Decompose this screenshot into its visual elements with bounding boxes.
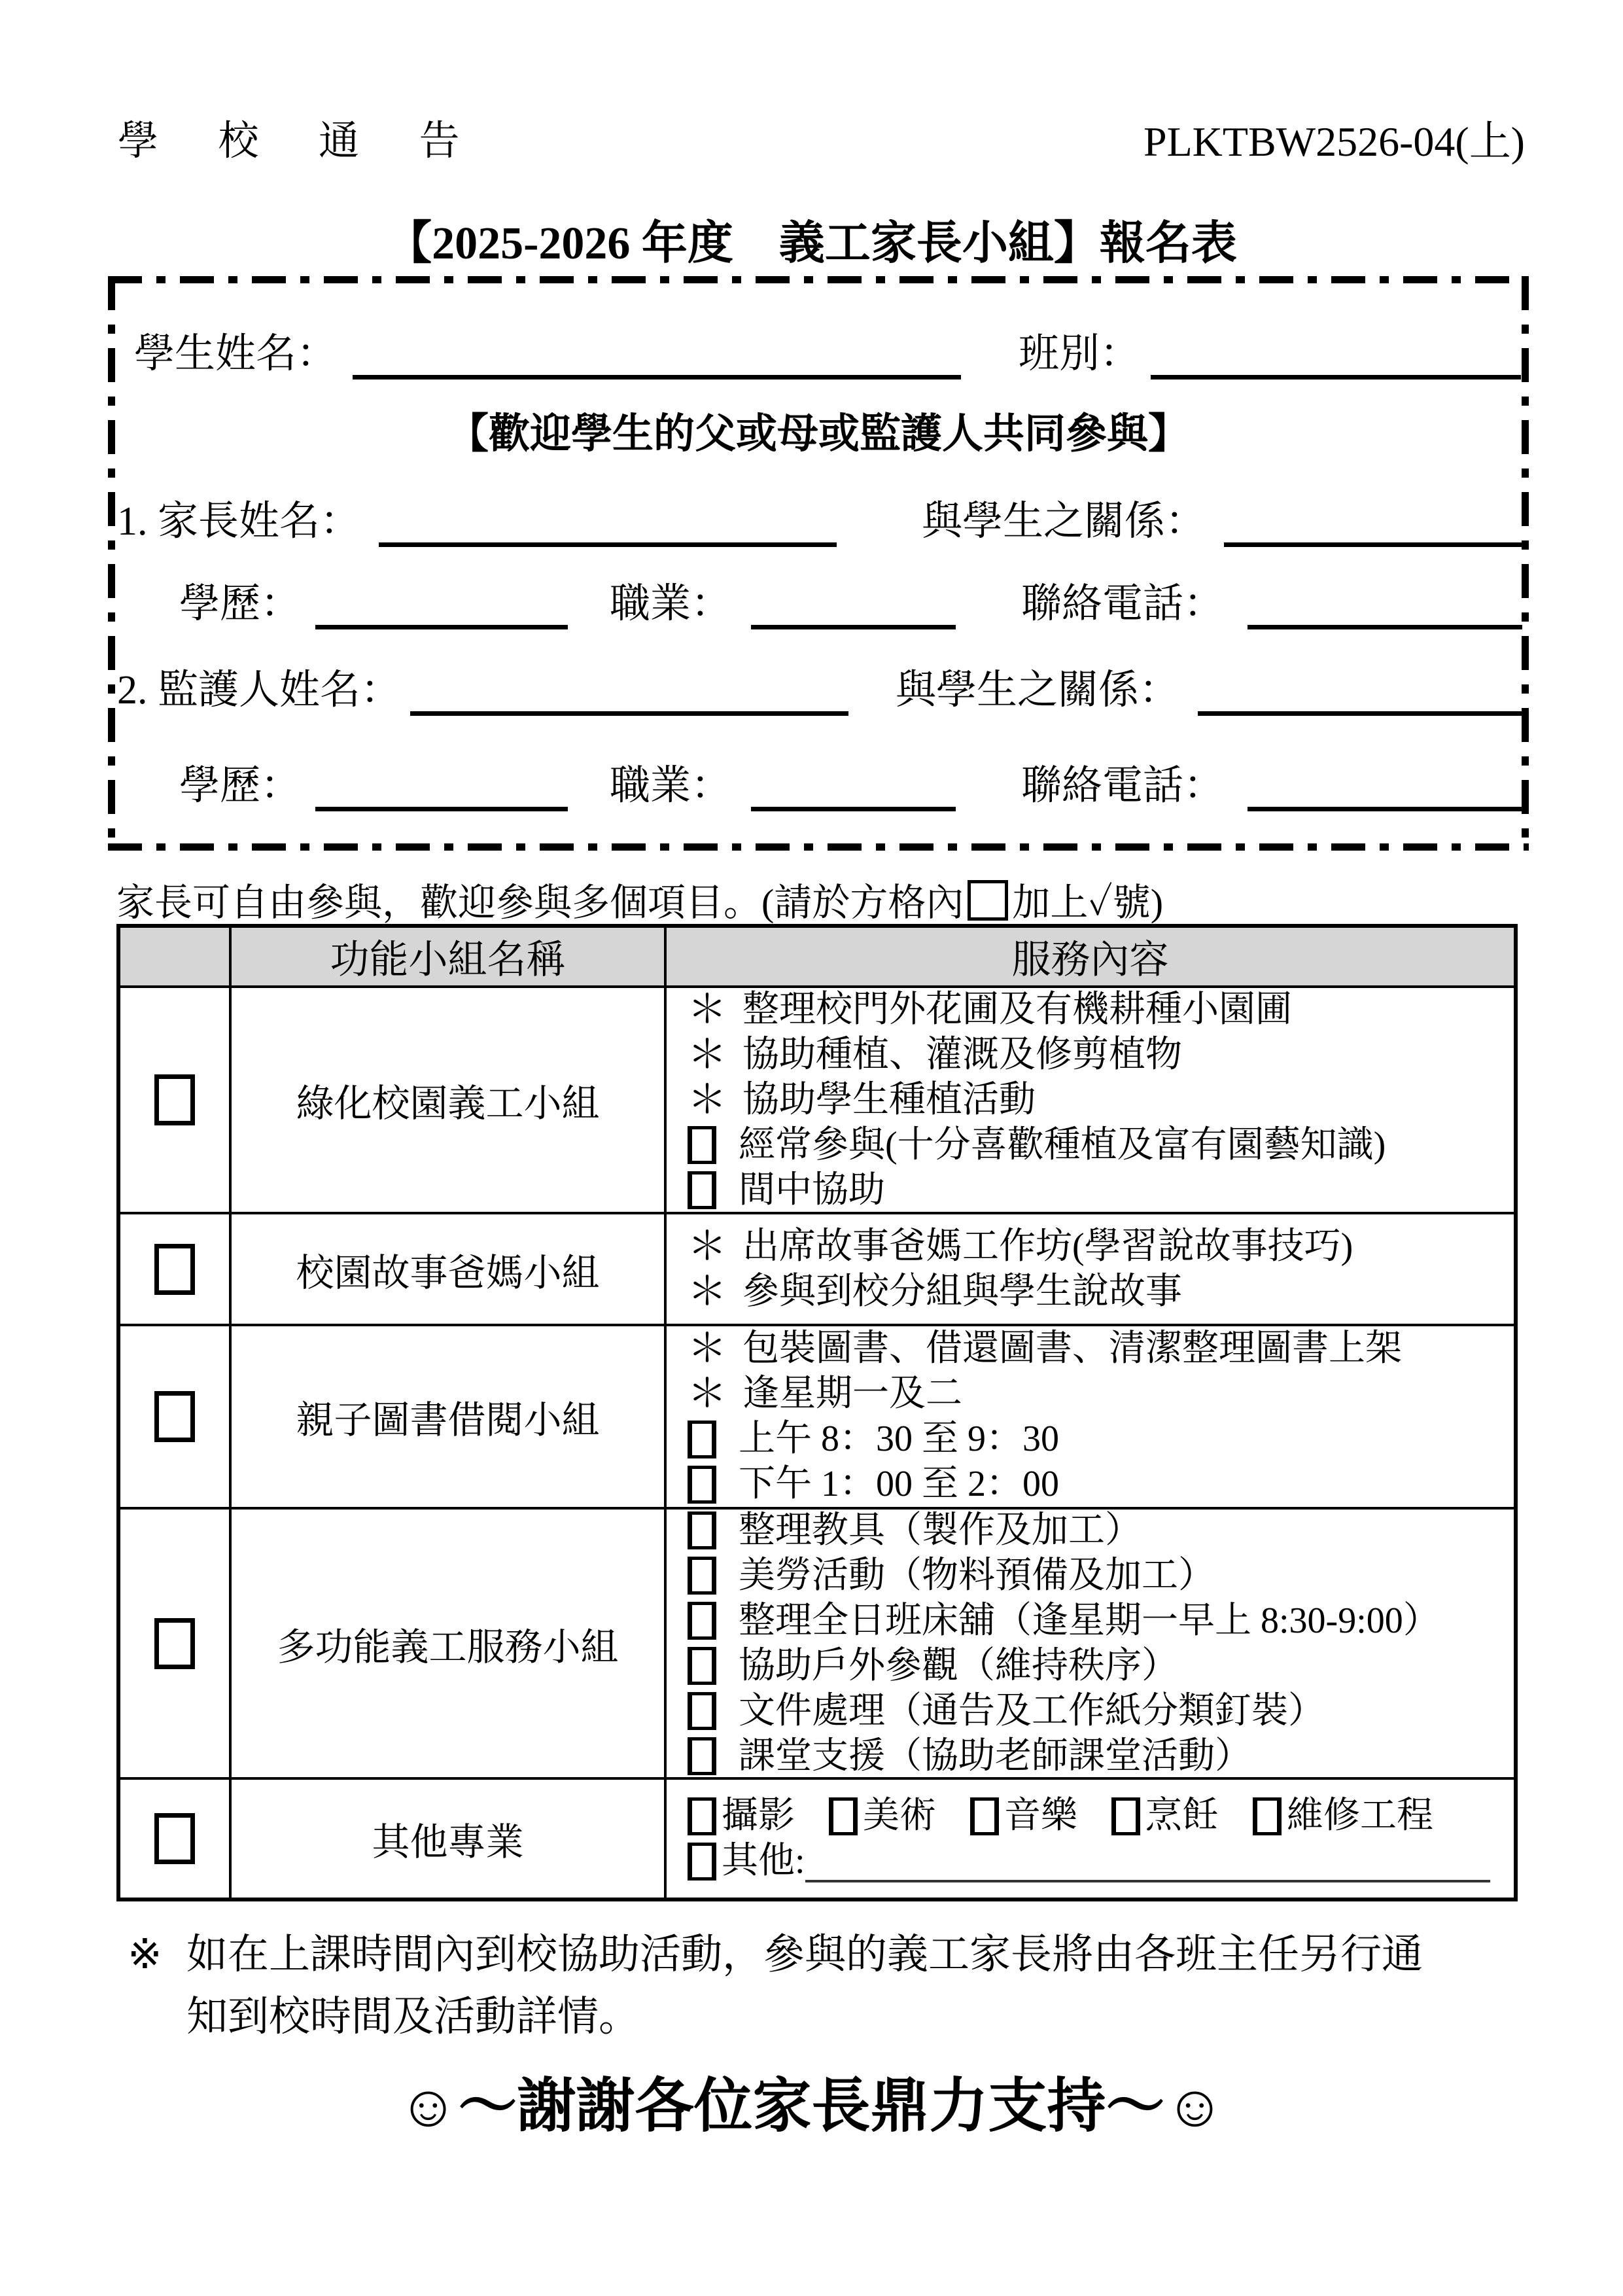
specialty-option-label: 攝影	[722, 1795, 795, 1836]
option-checkbox-icon[interactable]	[1253, 1797, 1282, 1835]
service-item	[688, 987, 1507, 1033]
option-checkbox-icon[interactable]	[688, 1602, 716, 1640]
service-item	[688, 1644, 1507, 1689]
group-select-cell[interactable]	[120, 988, 232, 1214]
option-checkbox-icon[interactable]	[688, 1797, 716, 1835]
option-checkbox-icon[interactable]	[1111, 1797, 1140, 1835]
service-content-cell	[667, 1214, 1514, 1326]
parent1-name-label: 1. 家長姓名：	[117, 499, 361, 544]
service-item-text: 整理教具（製作及加工）	[739, 1510, 1142, 1551]
group-select-cell[interactable]	[120, 1780, 232, 1898]
group-checkbox-icon[interactable]	[154, 1618, 195, 1669]
welcome-subtitle: 【歡迎學生的父或母或監護人共同參與】	[447, 411, 1189, 457]
checkbox-example-icon	[968, 880, 1008, 921]
specialty-option-label: 美術	[863, 1795, 936, 1836]
asterisk-icon: ＊	[688, 1078, 727, 1122]
specialty-option-label: 維修工程	[1287, 1795, 1433, 1836]
service-item-text: 整理全日班床舖（逢星期一早上 8:30-9:00）	[739, 1600, 1440, 1641]
asterisk-icon: ＊	[688, 1269, 727, 1313]
service-item	[688, 1269, 1507, 1315]
group-name: 其他專業	[232, 1780, 667, 1898]
page-title: 【2025-2026 年度 義工家長小組】報名表	[386, 219, 1237, 269]
service-item-text: 文件處理（通告及工作紙分類釘裝）	[739, 1690, 1325, 1731]
option-checkbox-icon[interactable]	[688, 1737, 716, 1775]
service-item-text: 逢星期一及二	[742, 1373, 962, 1414]
parent1-details-row	[179, 569, 1522, 629]
option-checkbox-icon[interactable]	[688, 1557, 716, 1595]
option-checkbox-icon[interactable]	[688, 1126, 716, 1164]
group-checkbox-icon[interactable]	[154, 1244, 195, 1295]
service-item-text: 包裝圖書、借還圖書、清潔整理圖書上架	[742, 1328, 1402, 1369]
service-item	[688, 1123, 1507, 1168]
service-item	[688, 1508, 1507, 1553]
service-content-cell	[667, 988, 1514, 1214]
option-checkbox-icon[interactable]	[829, 1797, 858, 1835]
specialty-option[interactable]	[1253, 1793, 1433, 1839]
guardian-details-row	[179, 751, 1522, 811]
header-group-column: 功能小組名稱	[232, 928, 667, 988]
education1-label: 學歷：	[179, 582, 302, 626]
specialty-options	[688, 1793, 1507, 1839]
asterisk-icon: ＊	[688, 1224, 727, 1268]
education1-field[interactable]	[315, 579, 568, 629]
service-item-text: 協助學生種植活動	[742, 1079, 1036, 1120]
other-specialty-field[interactable]	[805, 1841, 1490, 1882]
service-item	[688, 1734, 1507, 1779]
option-checkbox-icon[interactable]	[688, 1647, 716, 1685]
doc-type-label: 學 校 通 告	[118, 119, 485, 164]
occupation1-field[interactable]	[751, 579, 956, 629]
option-checkbox-icon[interactable]	[688, 1421, 716, 1458]
relation1-label: 與學生之關係：	[922, 499, 1206, 544]
table-intro	[116, 872, 1163, 927]
service-item-text: 下午 1：00 至 2：00	[739, 1464, 1059, 1504]
parent1-name-field[interactable]	[379, 497, 837, 547]
class-field[interactable]	[1151, 329, 1521, 380]
group-checkbox-icon[interactable]	[154, 1813, 195, 1864]
group-checkbox-icon[interactable]	[154, 1391, 195, 1442]
service-item-text: 美勞活動（物料預備及加工）	[739, 1555, 1215, 1596]
service-item	[688, 1078, 1507, 1123]
service-content-cell	[667, 1780, 1514, 1898]
asterisk-icon: ＊	[688, 1372, 727, 1415]
other-specialty-line	[688, 1839, 1507, 1884]
asterisk-icon: ＊	[688, 1327, 727, 1370]
guardian-name-field[interactable]	[410, 665, 848, 716]
relation1-field[interactable]	[1224, 497, 1522, 547]
parent1-row	[117, 487, 1522, 547]
student-name-field[interactable]	[353, 329, 961, 380]
service-item	[688, 1326, 1507, 1371]
header-checkbox-column	[120, 928, 232, 988]
asterisk-icon: ＊	[688, 987, 727, 1031]
registration-box	[108, 276, 1529, 851]
service-item	[688, 1224, 1507, 1269]
relation2-field[interactable]	[1198, 665, 1522, 716]
specialty-option[interactable]	[970, 1793, 1077, 1839]
phone1-label: 聯絡電話：	[1021, 582, 1225, 626]
phone2-field[interactable]	[1248, 761, 1522, 811]
service-item-text: 協助種植、灌溉及修剪植物	[742, 1034, 1182, 1075]
relation2-label: 與學生之關係：	[896, 668, 1180, 713]
footnote-line1: 如在上課時間內到校協助活動，參與的義工家長將由各班主任另行通	[186, 1932, 1423, 1977]
service-item-text: 出席故事爸媽工作坊(學習說故事技巧)	[742, 1226, 1353, 1267]
asterisk-icon: ＊	[688, 1033, 727, 1076]
student-row	[134, 319, 1521, 380]
volunteer-groups-table	[116, 924, 1518, 1901]
specialty-option-label: 音樂	[1004, 1795, 1077, 1836]
service-item-text: 整理校門外花圃及有機耕種小園圃	[742, 989, 1292, 1030]
service-content-cell	[667, 1510, 1514, 1780]
service-item	[688, 1598, 1507, 1644]
option-checkbox-icon[interactable]	[688, 1843, 716, 1881]
service-item	[688, 1553, 1507, 1598]
footnote	[128, 1924, 1531, 2048]
guardian-row	[117, 656, 1522, 716]
option-checkbox-icon[interactable]	[688, 1466, 716, 1504]
intro-text-before: 家長可自由參與，歡迎參與多個項目。(請於方格內	[116, 881, 964, 924]
phone2-label: 聯絡電話：	[1021, 764, 1225, 808]
service-item-text: 課堂支援（協助老師課堂活動）	[739, 1735, 1251, 1776]
occupation2-label: 職業：	[610, 764, 732, 808]
group-select-cell[interactable]	[120, 1326, 232, 1510]
page-header	[118, 108, 1525, 168]
option-checkbox-icon[interactable]	[970, 1797, 999, 1835]
doc-ref-number: PLKTBW2526-04(上)	[1143, 118, 1525, 165]
service-item	[688, 1168, 1507, 1213]
service-item	[688, 1462, 1507, 1507]
specialty-option-label: 烹飪	[1145, 1795, 1219, 1836]
service-item	[688, 1371, 1507, 1417]
service-item-text: 經常參與(十分喜歡種植及富有園藝知識)	[739, 1124, 1386, 1165]
option-checkbox-icon[interactable]	[688, 1692, 716, 1730]
group-select-cell[interactable]	[120, 1214, 232, 1326]
service-item	[688, 1689, 1507, 1734]
group-select-cell[interactable]	[120, 1510, 232, 1780]
group-checkbox-icon[interactable]	[154, 1074, 195, 1125]
thanks-line: ☺～謝謝各位家長鼎力支持～☺	[398, 2074, 1225, 2139]
service-item	[688, 1033, 1507, 1078]
occupation1-label: 職業：	[610, 582, 732, 626]
other-label: 其他:	[722, 1841, 805, 1881]
service-item-text: 協助戶外參觀（維持秩序）	[739, 1645, 1178, 1686]
option-checkbox-icon[interactable]	[688, 1511, 716, 1549]
occupation2-field[interactable]	[751, 761, 956, 811]
service-content-cell	[667, 1326, 1514, 1510]
header-service-column: 服務內容	[667, 928, 1514, 988]
option-checkbox-icon[interactable]	[688, 1171, 716, 1209]
group-name: 多功能義工服務小組	[232, 1510, 667, 1780]
guardian-name-label: 2. 監護人姓名：	[117, 668, 402, 713]
specialty-option[interactable]	[1111, 1793, 1219, 1839]
group-name: 校園故事爸媽小組	[232, 1214, 667, 1326]
group-name: 親子圖書借閱小組	[232, 1326, 667, 1510]
education2-field[interactable]	[315, 761, 568, 811]
service-item-text: 參與到校分組與學生說故事	[742, 1271, 1182, 1312]
service-item-text: 上午 8：30 至 9：30	[739, 1419, 1059, 1459]
class-label: 班別：	[1019, 332, 1141, 376]
service-item-text: 間中協助	[739, 1169, 885, 1210]
specialty-option[interactable]	[688, 1793, 795, 1839]
footnote-line2: 知到校時間及活動詳情。	[186, 1994, 640, 2040]
phone1-field[interactable]	[1248, 579, 1522, 629]
education2-label: 學歷：	[179, 764, 302, 808]
student-name-label: 學生姓名：	[134, 332, 338, 376]
service-item	[688, 1417, 1507, 1462]
reference-mark-icon: ※	[128, 1932, 162, 1977]
group-name: 綠化校園義工小組	[232, 988, 667, 1214]
specialty-option[interactable]	[829, 1793, 936, 1839]
intro-text-after: 加上✓號)	[1012, 881, 1164, 924]
